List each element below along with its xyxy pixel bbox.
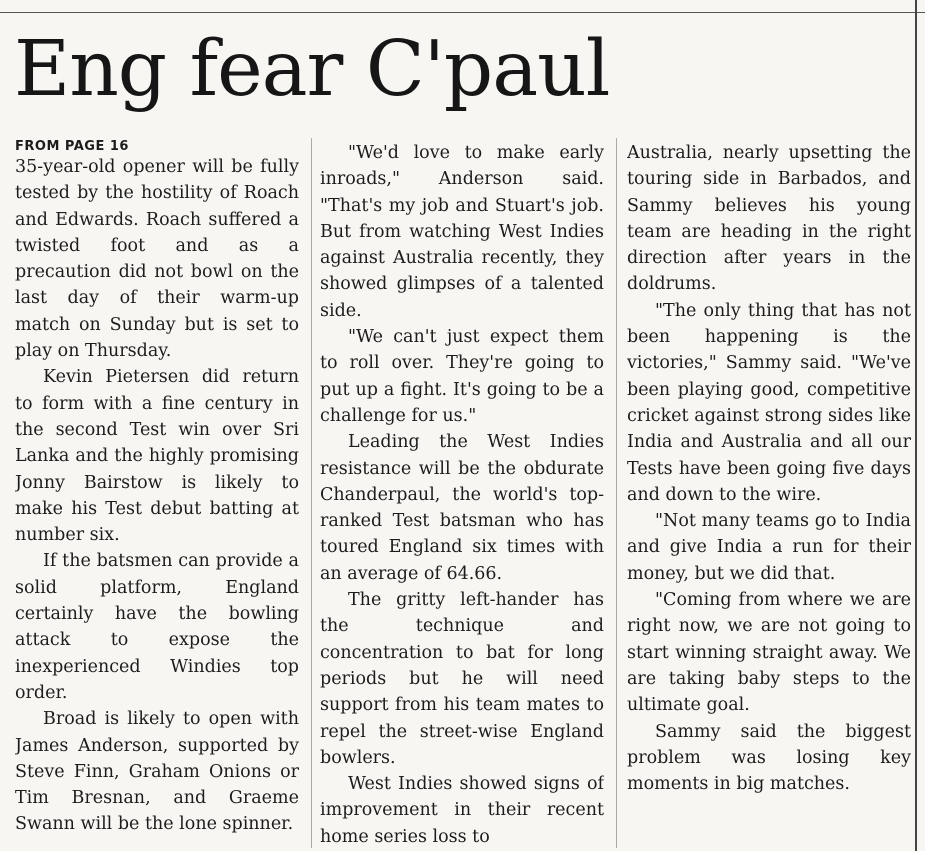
paragraph: If the batsmen can provide a solid platform, England certainly have the bowling attack to expose the inexperienced Windies top order. bbox=[15, 551, 299, 703]
from-page-label: FROM PAGE 16 bbox=[15, 139, 129, 154]
paragraph: "Not many teams go to India and give India a run for their money, but we did that. bbox=[627, 511, 911, 584]
article-column-3 bbox=[627, 140, 911, 845]
paragraph: 35-year-old opener will be fully tested by the hostility of Roach and Edwards. Roach suffered a twisted foot and as a precaution did not bowl on the last day of their warm-up match on Sunday but is set to play on Thursday. bbox=[15, 157, 299, 362]
paragraph: The gritty left-hander has the technique and concentration to bat for long periods but he will need support from his team mates to repel the street-wise England bowlers. bbox=[320, 590, 604, 768]
top-rule bbox=[0, 0, 925, 13]
column-divider bbox=[311, 138, 312, 848]
paragraph: Broad is likely to open with James Anderson, supported by Steve Finn, Graham Onions or Tim Bresnan, and Graeme Swann will be the lone spinner. bbox=[15, 709, 299, 835]
article-headline: Eng fear C'paul bbox=[14, 25, 610, 114]
right-column-rule bbox=[915, 0, 917, 851]
column-divider bbox=[616, 138, 617, 848]
article-column-1 bbox=[15, 138, 299, 843]
paragraph: Leading the West Indies resistance will be the obdurate Chanderpaul, the world's top-ranked Test batsman who has toured England six times with an average of 64.66. bbox=[320, 432, 604, 584]
paragraph: "We'd love to make early inroads," Anderson said. "That's my job and Stuart's job. But from watching West Indies against Australia recently, they showed glimpses of a talented side. bbox=[320, 143, 604, 321]
paragraph: "Coming from where we are right now, we are not going to start winning straight away. We are taking baby steps to the ultimate goal. bbox=[627, 590, 911, 716]
paragraph: Australia, nearly upsetting the touring side in Barbados, and Sammy believes his young team are heading in the right direction after years in the doldrums. bbox=[627, 143, 911, 295]
paragraph: West Indies showed signs of improvement in their recent home series loss to bbox=[320, 774, 604, 845]
paragraph: Sammy said the biggest problem was losing key moments in big matches. bbox=[627, 721, 911, 795]
article-column-2 bbox=[320, 140, 604, 845]
paragraph: Kevin Pietersen did return to form with a fine century in the second Test win over Sri Lanka and the highly promising Jonny Bairstow is likely to make his Test debut batting at number six. bbox=[15, 367, 299, 546]
paragraph: "We can't just expect them to roll over. They're going to put up a fight. It's going to be a challenge for us." bbox=[320, 327, 604, 426]
paragraph: "The only thing that has not been happening is the victories," Sammy said. "We've been playing good, competitive cricket against strong sides like India and Australia and all our Tests have been going five days and down to the wire. bbox=[627, 300, 911, 505]
